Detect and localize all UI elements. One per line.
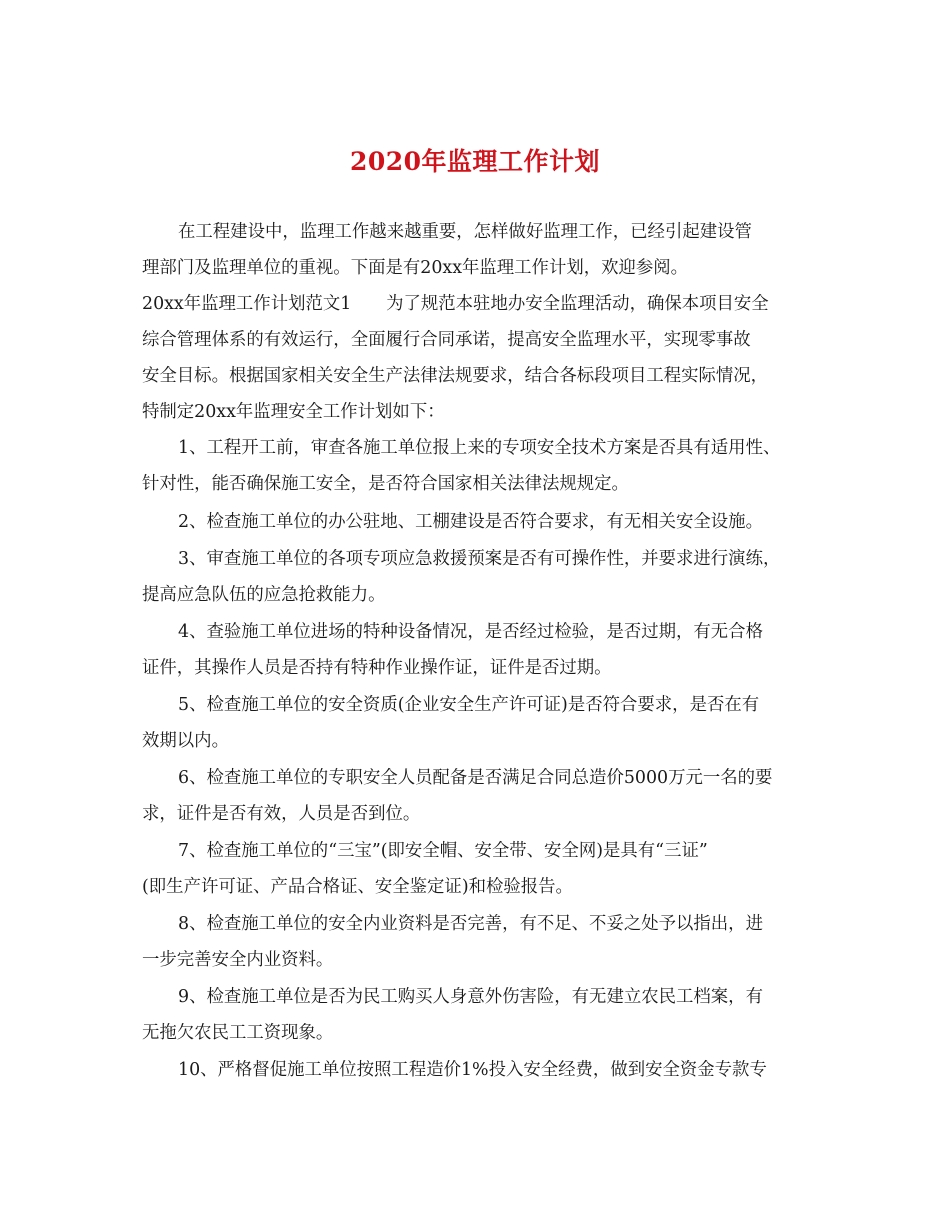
paragraph-line: 安全目标。根据国家相关安全生产法律法规要求，结合各标段项目工程实际情况， [142,366,769,386]
paragraph-line: 在工程建设中，监理工作越来越重要，怎样做好监理工作，已经引起建设管 [178,222,752,242]
list-item-line: 提高应急队伍的应急抢救能力。 [142,585,386,605]
paragraph-line: 20xx年监理工作计划范文1 为了规范本驻地办安全监理活动，确保本项目安全 [142,294,769,314]
list-item-line: 6、检查施工单位的专职安全人员配备是否满足合同总造价5000万元一名的要 [178,768,773,788]
list-item-line: (即生产许可证、产品合格证、安全鉴定证)和检验报告。 [142,877,573,897]
paragraph-line: 综合管理体系的有效运行，全面履行合同承诺，提高安全监理水平，实现零事故 [142,330,751,350]
list-item-line: 4、查验施工单位进场的特种设备情况，是否经过检验，是否过期，有无合格 [178,622,763,642]
list-item-line: 2、检查施工单位的办公驻地、工棚建设是否符合要求，有无相关安全设施。 [178,512,763,532]
list-item-line: 7、检查施工单位的“三宝”(即安全帽、安全带、安全网)是具有“三证” [178,841,708,861]
list-item-line: 10、严格督促施工单位按照工程造价1%投入安全经费，做到安全资金专款专 [178,1060,767,1080]
document-title: 2020年监理工作计划 [349,147,601,176]
list-item-line: 3、审查施工单位的各项专项应急救援预案是否有可操作性，并要求进行演练， [178,549,781,569]
list-item-line: 针对性，能否确保施工安全，是否符合国家相关法律法规规定。 [142,474,629,494]
list-item-line: 无拖欠农民工工资现象。 [142,1023,334,1043]
list-item-line: 一步完善安全内业资料。 [142,950,334,970]
paragraph-line: 理部门及监理单位的重视。下面是有20xx年监理工作计划，欢迎参阅。 [142,258,689,278]
paragraph-line: 特制定20xx年监理安全工作计划如下： [142,402,445,422]
list-item-line: 效期以内。 [142,731,229,751]
list-item-line: 9、检查施工单位是否为民工购买人身意外伤害险，有无建立农民工档案，有 [178,987,763,1007]
list-item-line: 求，证件是否有效，人员是否到位。 [142,804,421,824]
list-item-line: 1、工程开工前，审查各施工单位报上来的专项安全技术方案是否具有适用性、 [178,438,781,458]
list-item-line: 证件，其操作人员是否持有特种作业操作证，证件是否过期。 [142,658,612,678]
list-item-line: 5、检查施工单位的安全资质(企业安全生产许可证)是否符合要求，是否在有 [178,695,760,715]
list-item-line: 8、检查施工单位的安全内业资料是否完善，有不足、不妥之处予以指出，进 [178,914,763,934]
